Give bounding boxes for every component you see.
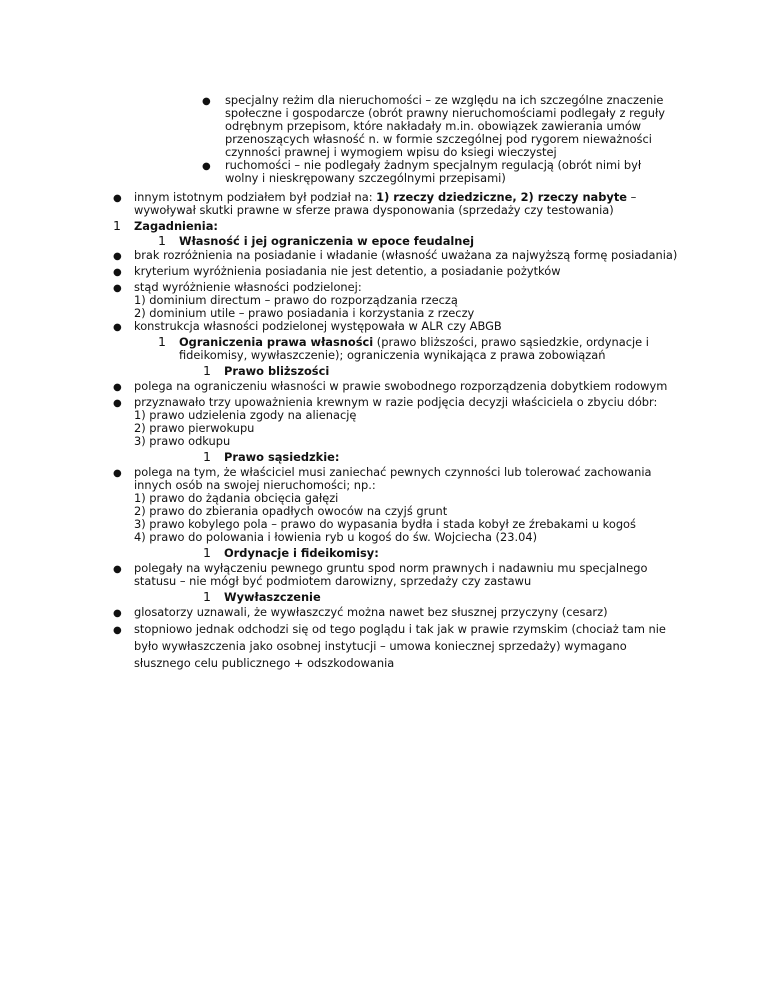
division-prefix: innym istotnym podziałem był podział na: <box>134 190 377 204</box>
section1-bullet-2: kryterium wyróżnienia posiadania nie jest detentio, a posiadanie pożytków <box>134 264 561 278</box>
prawo-sasiedzkie-heading <box>224 451 339 464</box>
ordynacje-line-1: polegały na wyłączeniu pewnego gruntu spod norm prawnych i nadawniu mu specjalnego <box>134 561 648 575</box>
list-number: 1 <box>158 334 166 349</box>
prawo-sasiedzkie-line-2: innych osób na swojej nieruchomości; np.: <box>134 478 376 492</box>
zagadnienia-heading <box>134 220 218 233</box>
prawo-blizszosci-line-4: 3) prawo odkupu <box>134 434 231 448</box>
section1-heading <box>179 235 474 248</box>
prawo-sasiedzkie-heading-text: Prawo sąsiedzkie: <box>224 450 340 464</box>
sub-bullet-realty-line-5: czynności prawnej i wymogiem wpisu do ksiegi wieczystej <box>225 145 557 159</box>
bullet-dot: ● <box>113 398 122 409</box>
prawo-blizszosci-line-3: 2) prawo pierwokupu <box>134 421 255 435</box>
division-line-2: wywoływał skutki prawne w sferze prawa dysponowania (sprzedaży czy testowania) <box>134 203 614 217</box>
wywlaszczenie-line-3: słusznego celu publicznego + odszkodowania <box>134 656 395 670</box>
wywlaszczenie-line-2: było wywłaszczenia jako osobnej instytucji – umowa koniecznej sprzedaży) wymagano <box>134 639 627 653</box>
section1-split-line-3: 2) dominium utile – prawo posiadania i korzystania z rzeczy <box>134 306 475 320</box>
bullet-dot: ● <box>113 251 122 262</box>
list-number: 1 <box>203 589 211 604</box>
bullet-dot: ● <box>113 608 122 619</box>
section1-split-line-1: stąd wyróżnienie własności podzielonej: <box>134 280 362 294</box>
prawo-blizszosci-heading <box>224 365 329 378</box>
division-suffix: – <box>627 190 637 204</box>
sub-bullet-realty-line-3: odrębnym przepisom, które nakładały m.in. obowiązek zawierania umów <box>225 119 642 133</box>
list-number: 1 <box>113 218 121 233</box>
sub-bullet-movables-line-2: wolny i nieskrępowany szczególnymi przepisami) <box>225 171 506 185</box>
wywlaszczenie-heading <box>224 591 321 604</box>
zagadnienia-text: Zagadnienia: <box>134 219 218 233</box>
wywlaszczenie-bullet-1: glosatorzy uznawali, że wywłaszczyć można nawet bez słusznej przyczyny (cesarz) <box>134 605 608 619</box>
bullet-dot: ● <box>113 564 122 575</box>
bullet-dot: ● <box>113 382 122 393</box>
bullet-dot: ● <box>113 267 122 278</box>
prawo-blizszosci-bullet-1: polega na ograniczeniu własności w prawie swobodnego rozporządzenia dobytkiem rodowym <box>134 379 668 393</box>
prawo-sasiedzkie-line-3: 1) prawo do żądania obcięcia gałęzi <box>134 491 339 505</box>
sub-bullet-movables-line-1: ruchomości – nie podlegały żadnym specjalnym regulacją (obrót nimi był <box>225 158 642 172</box>
division-bold: 1) rzeczy dziedziczne, 2) rzeczy nabyte <box>376 190 627 204</box>
section1-heading-text: Własność i jej ograniczenia w epoce feudalnej <box>179 234 475 248</box>
prawo-blizszosci-line-2: 1) prawo udzielenia zgody na alienację <box>134 408 357 422</box>
list-number: 1 <box>203 545 211 560</box>
bullet-dot: ● <box>113 625 122 636</box>
section1-bullet-1: brak rozróżnienia na posiadanie i władanie (własność uważana za najwyższą formę posiadania) <box>134 248 678 262</box>
prawo-sasiedzkie-line-1: polega na tym, że właściciel musi zaniechać pewnych czynności lub tolerować zachowania <box>134 465 652 479</box>
bullet-dot: ● <box>113 468 122 479</box>
bullet-dot: ● <box>202 161 211 172</box>
bullet-dot: ● <box>113 283 122 294</box>
wywlaszczenie-line-1: stopniowo jednak odchodzi się od tego poglądu i tak jak w prawie rzymskim (chociaż tam nie <box>134 622 666 636</box>
wywlaszczenie-heading-text: Wywłaszczenie <box>224 590 321 604</box>
section1-last-bullet: konstrukcja własności podzielonej występowała w ALR czy ABGB <box>134 319 502 333</box>
prawo-sasiedzkie-line-4: 2) prawo do zbierania opadłych owoców na czyjś grunt <box>134 504 448 518</box>
bullet-dot: ● <box>113 193 122 204</box>
section2-heading-line-2: fideikomisy, wywłaszczenie); ograniczenia wynikająca z prawa zobowiązań <box>179 348 606 362</box>
ordynacje-heading <box>224 547 379 560</box>
ordynacje-heading-text: Ordynacje i fideikomisy: <box>224 546 379 560</box>
bullet-dot: ● <box>113 322 122 333</box>
ordynacje-line-2: statusu – nie mógł być podmiotem darowizny, sprzedaży czy zastawu <box>134 574 532 588</box>
bullet-dot: ● <box>202 96 211 107</box>
prawo-blizszosci-line-1: przyznawało trzy upoważnienia krewnym w razie podjęcia decyzji właściciela o zbyciu dóbr: <box>134 395 658 409</box>
prawo-blizszosci-heading-text: Prawo bliższości <box>224 364 330 378</box>
list-number: 1 <box>158 233 166 248</box>
sub-bullet-realty-line-4: przenoszących własność n. w formie szczególnej pod rygorem nieważności <box>225 132 652 146</box>
sub-bullet-realty-line-2: społeczne i gospodarcze (obrót prawny nieruchomościami podlegały z reguły <box>225 106 665 120</box>
section1-split-line-2: 1) dominium directum – prawo do rozporządzania rzeczą <box>134 293 458 307</box>
list-number: 1 <box>203 363 211 378</box>
section2-heading-rest: (prawo bliższości, prawo sąsiedzkie, ordynacje i <box>373 335 649 349</box>
sub-bullet-realty-line-1: specjalny reżim dla nieruchomości – ze względu na ich szczególne znaczenie <box>225 93 664 107</box>
prawo-sasiedzkie-line-6: 4) prawo do polowania i łowienia ryb u kogoś do św. Wojciecha (23.04) <box>134 530 538 544</box>
list-number: 1 <box>203 449 211 464</box>
prawo-sasiedzkie-line-5: 3) prawo kobylego pola – prawo do wypasania bydła i stada kobył ze źrebakami u kogoś <box>134 517 636 531</box>
section2-heading-text: Ograniczenia prawa własności <box>179 335 374 349</box>
